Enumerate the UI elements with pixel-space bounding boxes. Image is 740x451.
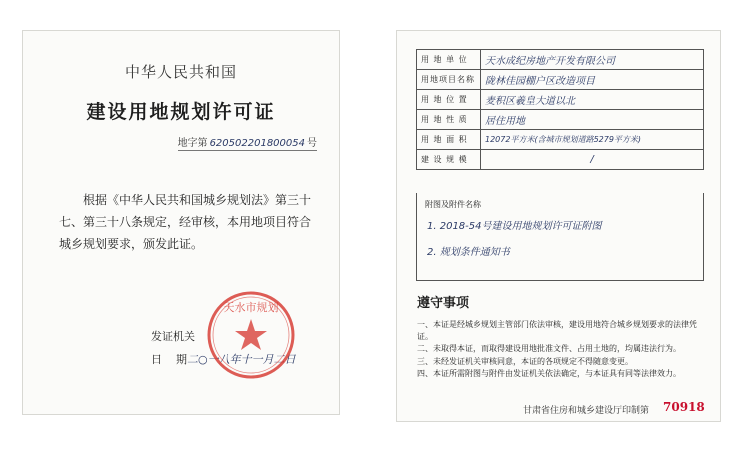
cert-no-suffix: 号	[307, 138, 317, 149]
issuing-authority-label: 发证机关	[151, 330, 195, 343]
seal-text: 天水市规划	[223, 301, 279, 314]
row-value: /	[481, 150, 704, 170]
serial-number: 70918	[663, 400, 705, 414]
attachments-title: 附图及附件名称	[425, 200, 481, 209]
date-label-1: 日	[151, 353, 162, 366]
row-value: 12072平方米(含城市规划道路5279平方米)	[481, 130, 704, 150]
country-name: 中华人民共和国	[124, 63, 237, 81]
notice-list	[417, 319, 709, 381]
table-row	[417, 110, 704, 130]
official-seal-icon	[205, 289, 297, 381]
certificate-title: 建设用地规划许可证	[86, 101, 276, 123]
certificate-number	[178, 134, 317, 151]
row-label: 用地项目名称	[417, 70, 481, 90]
row-value: 陇林佳园棚户区改造项目	[481, 70, 704, 90]
row-label: 用 地 位 置	[417, 90, 481, 110]
row-value: 天水成纪房地产开发有限公司	[481, 50, 704, 70]
attachment-item: 2. 规划条件通知书	[427, 247, 510, 258]
cert-no-handwritten: 620502201800054	[209, 138, 305, 149]
attachments-box	[416, 193, 704, 281]
notice-item: 二、未取得本证，而取得建设用地批准文件、占用土地的，均属违法行为。	[417, 344, 681, 353]
row-value: 居住用地	[481, 110, 704, 130]
notice-item: 四、本证所需附图与附件由发证机关依法确定，与本证具有同等法律效力。	[417, 369, 681, 378]
printer-text: 甘肃省住房和城乡建设厅印制第	[523, 406, 650, 416]
row-label: 用 地 单 位	[417, 50, 481, 70]
row-label: 建 设 规 模	[417, 150, 481, 170]
attachment-item: 1. 2018-54号建设用地规划许可证附图	[427, 221, 602, 232]
table-row	[417, 130, 704, 150]
row-label: 用 地 面 积	[417, 130, 481, 150]
land-info-table	[416, 49, 704, 170]
certificate-front-page	[22, 30, 340, 415]
row-value: 麦积区羲皇大道以北	[481, 90, 704, 110]
cert-no-prefix: 地字第	[177, 138, 208, 149]
table-row	[417, 50, 704, 70]
row-label: 用 地 性 质	[417, 110, 481, 130]
date-label-2: 期	[176, 353, 187, 366]
notice-item: 一、本证是经城乡规划主管部门依法审核，建设用地符合城乡规划要求的法律凭证。	[417, 320, 697, 341]
date-handwritten: 二○一八年十一月二日	[187, 353, 296, 366]
certificate-body-text: 根据《中华人民共和国城乡规划法》第三十七、第三十八条规定，经审核，本用地项目符合城乡规划要求，颁发此证。	[59, 193, 312, 251]
notice-item: 三、未经发证机关审核同意，本证的各项规定不得随意变更。	[417, 356, 633, 366]
certificate-back-page	[396, 30, 721, 422]
table-row	[417, 150, 704, 170]
table-row	[417, 70, 704, 90]
notice-title: 遵守事项	[417, 296, 470, 311]
table-row	[417, 90, 704, 110]
